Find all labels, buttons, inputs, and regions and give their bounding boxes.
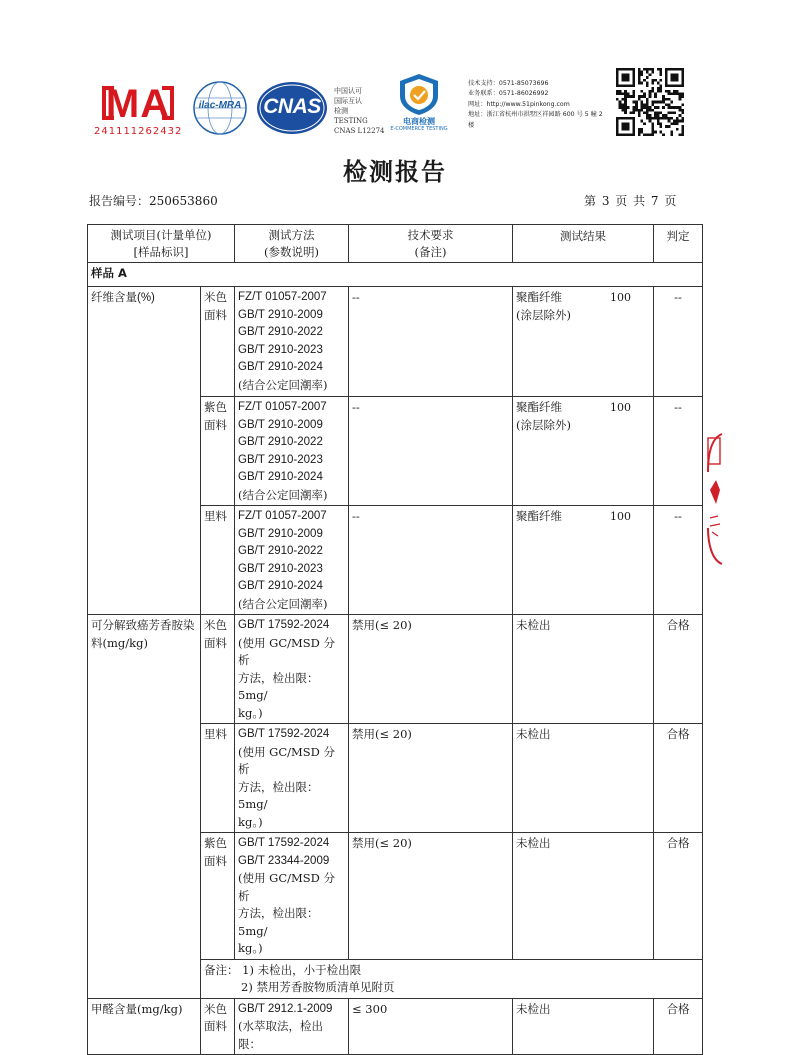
header-item-line1: 测试项目(计量单位)	[110, 228, 212, 242]
header-method-line2: (参数说明)	[264, 245, 319, 259]
header-result-text: 测试结果	[560, 229, 607, 243]
method-line: GB/T 2910-2023	[238, 453, 323, 466]
method-cell	[235, 615, 349, 724]
azo-item: 可分解致癌芳香胺染料(mg/kg)	[88, 615, 201, 999]
method-desc: 方法，检出限：5mg/	[238, 906, 319, 938]
cnas-logo-text: CNAS	[263, 95, 321, 118]
note-line: 2) 禁用芳香胺物质清单见附页	[241, 980, 395, 994]
method-line: FZ/T 01057-2007	[238, 291, 327, 303]
method-desc: kg。)	[238, 941, 263, 955]
contact-info	[468, 79, 608, 131]
result-name: 聚酯纤维	[516, 400, 563, 414]
cnas-desc-line: TESTING	[334, 117, 368, 125]
cnas-description	[334, 86, 384, 136]
header-item	[88, 225, 235, 263]
judge-cell: --	[654, 397, 703, 506]
cnas-logo	[256, 81, 328, 135]
method-line: GB/T 17592-2024	[238, 619, 330, 631]
method-cell	[235, 724, 349, 833]
header-requirement	[349, 225, 513, 263]
result-value: 100	[610, 401, 632, 414]
method-line: GB/T 2910-2024	[238, 580, 323, 592]
result-cell	[513, 287, 654, 397]
requirement-cell: --	[349, 287, 513, 397]
contact-line: 业务联系：0571-86026992	[468, 90, 549, 98]
method-line: GB/T 2910-2022	[238, 545, 323, 557]
sample-row	[88, 263, 703, 287]
red-seal-stamp	[702, 432, 722, 567]
fiber-item-text: 纤维含量(%)	[91, 292, 155, 304]
method-note: (结合公定回潮率)	[238, 487, 328, 502]
part-label: 紫色面料	[201, 397, 235, 506]
header-method-line1: 测试方法	[268, 228, 315, 242]
result-name: 聚酯纤维	[516, 509, 563, 523]
result-name: 聚酯纤维	[516, 290, 563, 304]
method-desc: (使用 GC/MSD 分析	[238, 871, 336, 903]
result-value: 100	[610, 291, 632, 304]
requirement-cell: ≤ 300	[349, 998, 513, 1055]
header-judge-text: 判定	[666, 229, 690, 243]
method-desc: kg。)	[238, 705, 263, 720]
ilac-logo-text: ilac-MRA	[198, 100, 242, 111]
method-line: GB/T 2910-2009	[238, 527, 323, 540]
cma-logo	[94, 80, 182, 142]
method-line: GB/T 2910-2023	[238, 343, 323, 356]
method-note: (结合公定回潮率)	[238, 377, 328, 392]
judge-cell: 合格	[654, 998, 703, 1055]
results-table	[87, 224, 703, 1055]
formaldehyde-item: 甲醛含量(mg/kg)	[88, 998, 201, 1055]
method-line: GB/T 2910-2023	[238, 562, 323, 575]
method-line: FZ/T 01057-2007	[238, 401, 327, 413]
cnas-desc-line: 检测	[334, 107, 348, 115]
method-cell	[235, 287, 349, 397]
method-line: GB/T 2910-2009	[238, 418, 323, 431]
method-desc: 方法，检出限：5mg/	[238, 779, 319, 811]
azo-note	[201, 959, 703, 998]
cnas-desc-line: CNAS L12274	[334, 127, 385, 135]
result-cell	[513, 397, 654, 506]
table-row	[88, 998, 703, 1055]
header-method	[235, 225, 349, 263]
method-line: GB/T 17592-2024	[238, 837, 330, 849]
fiber-item	[88, 287, 201, 615]
judge-cell: --	[654, 287, 703, 397]
result-cell: 未检出	[513, 724, 654, 833]
header-result	[513, 225, 654, 263]
part-label: 里料	[201, 506, 235, 615]
part-label: 米色面料	[201, 998, 235, 1055]
shield-check-icon	[384, 72, 454, 116]
requirement-cell: 禁用(≤ 20)	[349, 724, 513, 833]
method-line: GB/T 2910-2024	[238, 361, 323, 373]
judge-cell: --	[654, 506, 703, 615]
ec-logo-en-text: E-COMMERCE TESTING	[390, 126, 448, 132]
method-line: GB/T 2910-2024	[238, 471, 323, 483]
method-line: GB/T 2910-2009	[238, 308, 323, 321]
ecommerce-testing-logo	[384, 72, 454, 136]
method-note: (结合公定回潮率)	[238, 596, 328, 611]
method-desc: (使用 GC/MSD 分析	[238, 635, 336, 667]
requirement-cell: --	[349, 397, 513, 506]
cma-number: 241111262432	[94, 126, 183, 137]
note-line: 备注： 1) 未检出，小于检出限	[204, 962, 362, 977]
page-info: 第 3 页 共 7 页	[584, 194, 678, 208]
table-row	[88, 287, 703, 397]
result-note: (涂层除外)	[516, 307, 571, 322]
table-row	[88, 615, 703, 724]
cma-logo-text: MA	[105, 82, 171, 126]
method-line: FZ/T 01057-2007	[238, 510, 327, 522]
report-number: 报告编号：250653860	[89, 194, 218, 208]
judge-cell: 合格	[654, 615, 703, 724]
contact-line: 地址：浙江省杭州市拱墅区祥园路 600 号 5 幢 2 楼	[468, 111, 603, 129]
method-line: GB/T 17592-2024	[238, 728, 330, 740]
method-cell	[235, 833, 349, 960]
cnas-desc-line: 中国认可	[334, 87, 362, 95]
part-label: 米色面料	[201, 615, 235, 724]
method-desc: (使用 GC/MSD 分析	[238, 744, 336, 776]
ec-logo-cn-text: 电商检测	[403, 117, 435, 126]
table-header-row	[88, 225, 703, 263]
result-cell: 未检出	[513, 833, 654, 960]
requirement-cell: --	[349, 506, 513, 615]
sample-label: 样品 A	[88, 263, 703, 287]
report-title: 检测报告	[343, 158, 447, 186]
result-note: (涂层除外)	[516, 417, 571, 432]
result-cell: 未检出	[513, 998, 654, 1055]
result-value: 100	[610, 510, 632, 523]
method-line: GB/T 2912.1-2009	[238, 1002, 333, 1015]
contact-line: 网址：http://www.51pinkong.com	[468, 100, 570, 108]
method-desc: (水萃取法，检出限：	[238, 1019, 324, 1051]
result-cell: 未检出	[513, 615, 654, 724]
method-cell	[235, 506, 349, 615]
requirement-cell: 禁用(≤ 20)	[349, 833, 513, 960]
method-line: GB/T 2910-2022	[238, 326, 323, 338]
header-judge	[654, 225, 703, 263]
method-desc: kg。)	[238, 814, 263, 829]
ilac-mra-logo	[192, 80, 248, 136]
method-cell	[235, 998, 349, 1055]
part-label: 紫色面料	[201, 833, 235, 960]
header-item-line2: [样品标识]	[133, 245, 189, 259]
judge-cell: 合格	[654, 833, 703, 960]
contact-line: 技术支持：0571-85073696	[468, 80, 549, 87]
method-desc: 方法，检出限：5mg/	[238, 670, 319, 702]
method-line: GB/T 2910-2022	[238, 436, 323, 448]
header-req-line1: 技术要求	[407, 228, 454, 242]
cnas-desc-line: 国际互认	[334, 97, 362, 105]
judge-cell: 合格	[654, 724, 703, 833]
part-label: 里料	[201, 724, 235, 833]
qr-code-icon	[616, 68, 684, 136]
requirement-cell: 禁用(≤ 20)	[349, 615, 513, 724]
part-label: 米色面料	[201, 287, 235, 397]
header-req-line2: (备注)	[414, 245, 447, 259]
method-line: GB/T 23344-2009	[238, 854, 330, 867]
result-cell	[513, 506, 654, 615]
method-cell	[235, 397, 349, 506]
